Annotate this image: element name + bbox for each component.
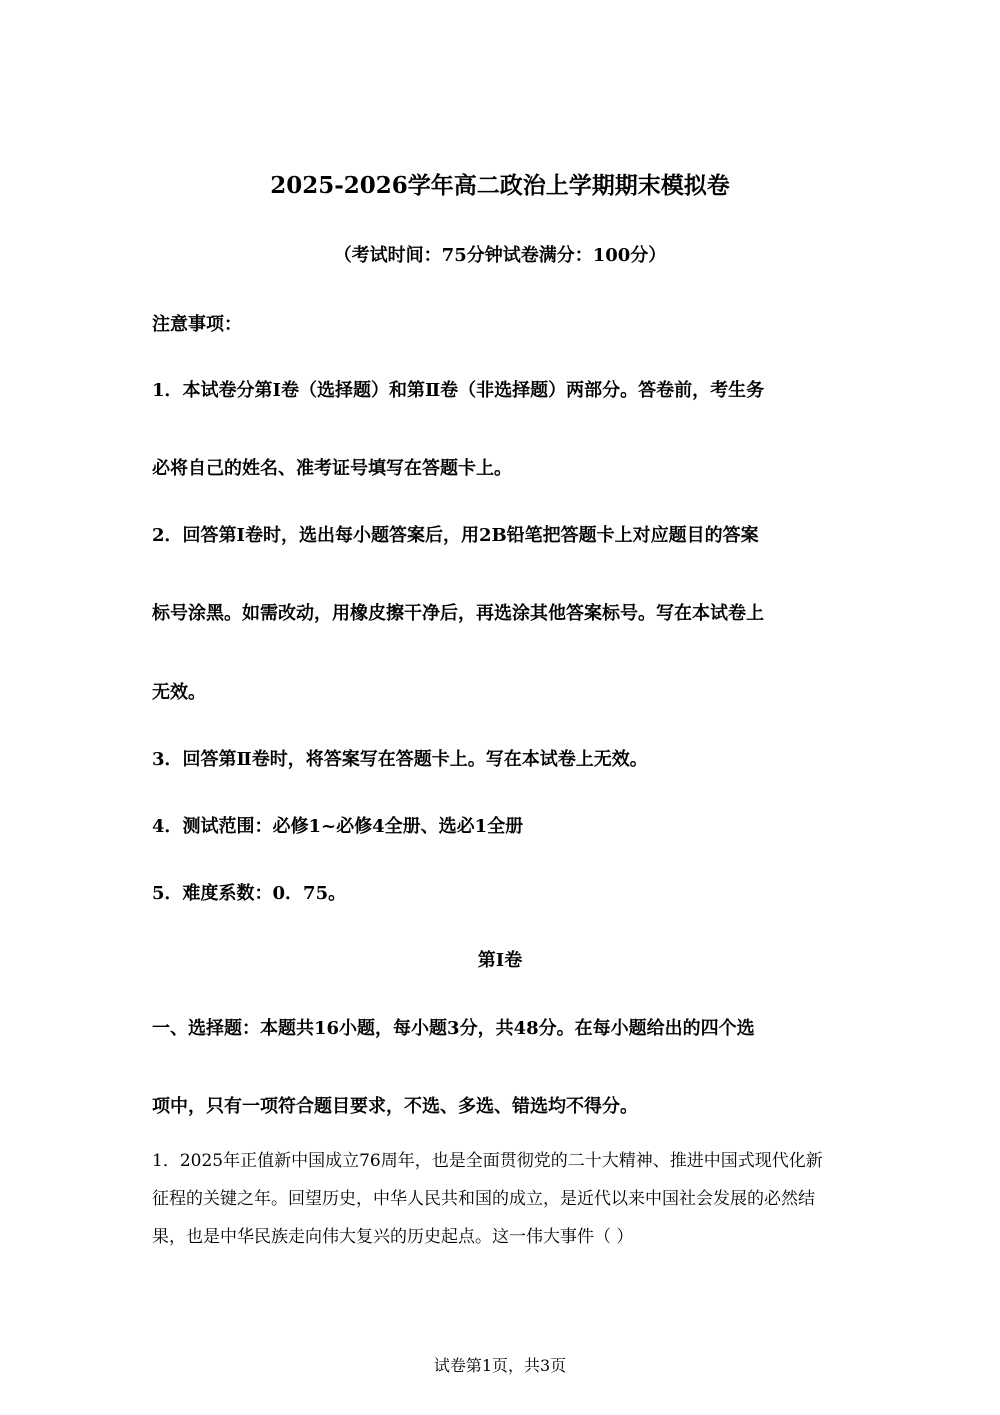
section-instruction-line-2: 项中，只有一项符合题目要求，不选、多选、错选均不得分。 bbox=[152, 1096, 638, 1117]
volume-title: 第Ⅰ卷 bbox=[477, 950, 523, 971]
notice-line-8: 5．难度系数：0．75。 bbox=[152, 883, 347, 904]
exam-time-and-score: （考试时间：75分钟试卷满分：100分） bbox=[333, 245, 667, 266]
section-instruction-line-1: 一、选择题：本题共16小题，每小题3分，共48分。在每小题给出的四个选 bbox=[152, 1018, 755, 1039]
question-1-line-3: 果，也是中华民族走向伟大复兴的历史起点。这一伟大事件（ ） bbox=[152, 1227, 634, 1247]
notice-line-1: 1．本试卷分第Ⅰ卷（选择题）和第Ⅱ卷（非选择题）两部分。答卷前，考生务 bbox=[152, 380, 765, 401]
notice-line-7: 4．测试范围：必修1~必修4全册、选必1全册 bbox=[152, 816, 524, 837]
notice-line-3: 2．回答第Ⅰ卷时，选出每小题答案后，用2B铅笔把答题卡上对应题目的答案 bbox=[152, 525, 759, 546]
page-footer: 试卷第1页，共3页 bbox=[433, 1356, 567, 1375]
notice-line-2: 必将自己的姓名、准考证号填写在答题卡上。 bbox=[152, 458, 512, 479]
notice-line-4: 标号涂黑。如需改动，用橡皮擦干净后，再选涂其他答案标号。写在本试卷上 bbox=[152, 603, 764, 624]
notice-heading: 注意事项： bbox=[152, 314, 242, 335]
notice-line-5: 无效。 bbox=[152, 682, 206, 703]
question-1-line-1: 1．2025年正值新中国成立76周年，也是全面贯彻党的二十大精神、推进中国式现代化新 bbox=[152, 1151, 823, 1171]
notice-line-6: 3．回答第Ⅱ卷时，将答案写在答题卡上。写在本试卷上无效。 bbox=[152, 749, 648, 770]
question-1-line-2: 征程的关键之年。回望历史，中华人民共和国的成立，是近代以来中国社会发展的必然结 bbox=[152, 1189, 815, 1209]
document-title: 2025-2026学年高二政治上学期期末模拟卷 bbox=[270, 172, 730, 199]
